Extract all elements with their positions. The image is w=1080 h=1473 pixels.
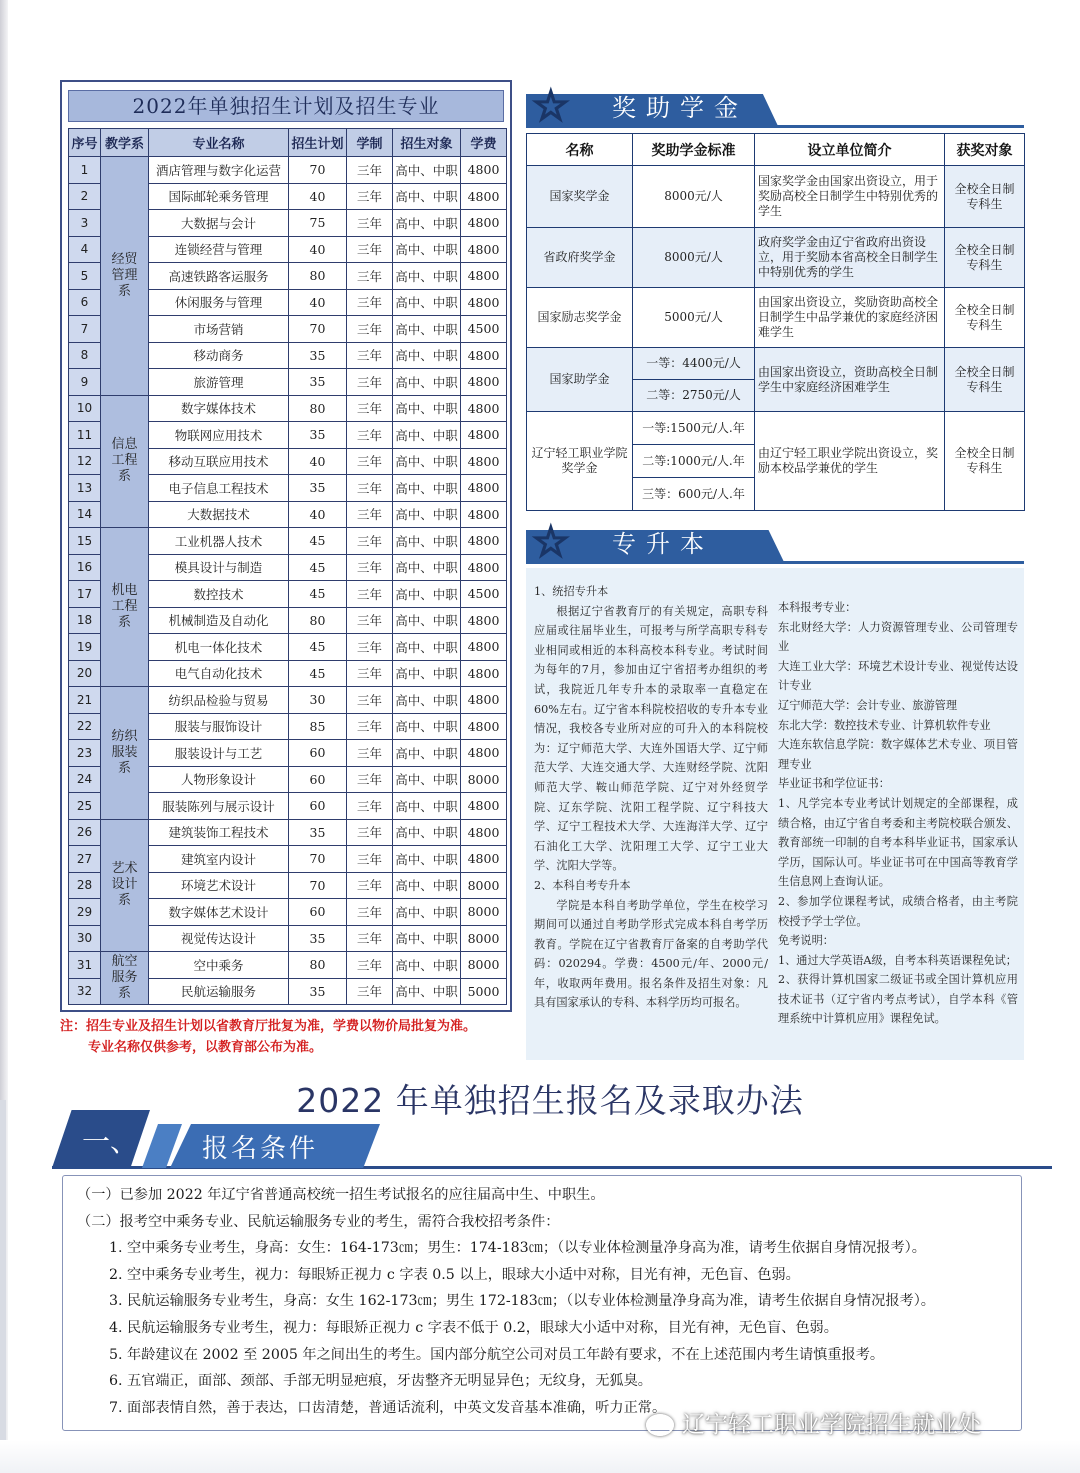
cell-target: 高中、中职 [393,766,461,793]
upgrade-text: 2、参加学位课程考试，成绩合格者，由主考院校授予学士学位。 [778,894,1018,928]
major-name: 机械制造及自动化 [149,607,289,634]
row-number: 4 [69,236,101,263]
condition-item: 5. 年龄建议在 2002 至 2005 年之间出生的考生。国内部分航空公司对员工年龄有要求，不在上述范围内考生请慎重报考。 [109,1346,885,1363]
cell-plan: 70 [289,157,347,184]
scholarship-name: 国家励志奖学金 [527,288,633,348]
cell-fee: 4800 [461,263,507,290]
bottom-tint [0,1440,1080,1473]
banner-underline [526,125,1024,128]
scholarship-name: 辽宁轻工职业学院 奖学金 [527,412,633,511]
cell-target: 高中、中职 [393,369,461,396]
row-number: 20 [69,660,101,687]
scholarship-recipients: 全校全日制 专科生 [945,166,1025,228]
cell-years: 三年 [347,660,393,687]
row-number: 17 [69,581,101,608]
upgrade-paragraph-2: 学院是本科自考助学单位，学生在校学习期间可以通过自考助学形式完成本科自考学历教育。学院在辽宁省教育厅备案的自考助学代码：020294。学费：4500元/年、2000元/年，收取两年费用。报名条件及招生对象：凡具有国家承认的专科、本科学历均可报名。 [534,898,768,1010]
cell-years: 三年 [347,740,393,767]
cell-fee: 4800 [461,157,507,184]
cell-years: 三年 [347,501,393,528]
wechat-icon [646,1414,674,1436]
table-row [69,157,507,184]
star-icon: ☆ [532,517,570,566]
cell-fee: 4800 [461,183,507,210]
cell-plan: 80 [289,607,347,634]
major-name: 市场营销 [149,316,289,343]
cell-target: 高中、中职 [393,157,461,184]
major-name: 环境艺术设计 [149,872,289,899]
major-name: 移动商务 [149,342,289,369]
major-name: 物联网应用技术 [149,422,289,449]
cell-target: 高中、中职 [393,634,461,661]
table-row [69,395,507,422]
row-number: 19 [69,634,101,661]
upgrade-left-column [534,582,768,1013]
cell-plan: 45 [289,660,347,687]
cell-years: 三年 [347,475,393,502]
cell-plan: 60 [289,793,347,820]
upgrade-text: 东北大学：数控技术专业、计算机软件专业 [778,718,991,732]
scholarship-standard: 一等：4400元/人 [633,348,755,380]
star-icon: ☆ [532,81,570,130]
cell-plan: 35 [289,978,347,1005]
col-header-description: 设立单位简介 [755,134,945,166]
cell-plan: 60 [289,740,347,767]
cell-target: 高中、中职 [393,501,461,528]
cell-target: 高中、中职 [393,289,461,316]
major-name: 国际邮轮乘务管理 [149,183,289,210]
scholarship-recipients: 全校全日制 专科生 [945,412,1025,511]
scholarship-description: 由国家出资设立，资助高校全日制学生中家庭经济困难学生 [755,348,945,412]
cell-fee: 5000 [461,978,507,1005]
cell-fee: 4800 [461,687,507,714]
department-cell: 纺织 服装 系 [101,687,149,820]
row-number: 13 [69,475,101,502]
cell-years: 三年 [347,687,393,714]
cell-fee: 4800 [461,713,507,740]
cell-years: 三年 [347,263,393,290]
major-name: 高速铁路客运服务 [149,263,289,290]
cell-target: 高中、中职 [393,316,461,343]
condition-1: （一）已参加 2022 年辽宁省普通高校统一招生考试报名的应往届高中生、中职生。 [77,1187,605,1203]
cell-years: 三年 [347,448,393,475]
row-number: 22 [69,713,101,740]
cell-plan: 40 [289,501,347,528]
cell-plan: 45 [289,528,347,555]
row-number: 6 [69,289,101,316]
col-header-recipients: 获奖对象 [945,134,1025,166]
cell-years: 三年 [347,607,393,634]
major-name: 民航运输服务 [149,978,289,1005]
cell-plan: 35 [289,342,347,369]
cell-target: 高中、中职 [393,183,461,210]
cell-target: 高中、中职 [393,422,461,449]
cell-target: 高中、中职 [393,819,461,846]
department-cell: 经贸 管理 系 [101,157,149,396]
scholarship-name: 国家助学金 [527,348,633,412]
cell-years: 三年 [347,846,393,873]
major-name: 建筑室内设计 [149,846,289,873]
major-name: 大数据与会计 [149,210,289,237]
row-number: 8 [69,342,101,369]
section-title: 报名条件 [202,1134,319,1164]
cell-plan: 45 [289,581,347,608]
condition-item: 6. 五官端正，面部、颈部、手部无明显疤痕，牙齿整齐无明显异色；无纹身，无狐臭。 [109,1373,652,1390]
condition-item: 2. 空中乘务专业考生，视力：每眼矫正视力 c 字表 0.5 以上，眼球大小适中对称，目光有神，无色盲、色弱。 [109,1266,800,1283]
row-number: 28 [69,872,101,899]
table-row [527,166,1025,228]
table-header-row [527,134,1025,166]
cell-target: 高中、中职 [393,793,461,820]
col-header-fee: 学费 [461,129,507,157]
cell-plan: 35 [289,369,347,396]
cell-fee: 4500 [461,581,507,608]
cell-target: 高中、中职 [393,660,461,687]
major-name: 数控技术 [149,581,289,608]
cell-target: 高中、中职 [393,581,461,608]
cell-plan: 35 [289,925,347,952]
cell-fee: 4800 [461,607,507,634]
cell-plan: 45 [289,554,347,581]
cell-plan: 35 [289,819,347,846]
row-number: 12 [69,448,101,475]
cell-fee: 4800 [461,369,507,396]
row-number: 18 [69,607,101,634]
major-name: 电子信息工程技术 [149,475,289,502]
scholarship-description: 国家奖学金由国家出资设立，用于奖励高校全日制学生中特别优秀的学生 [755,166,945,228]
upgrade-heading-2: 2、本科自考专升本 [534,878,631,892]
row-number: 32 [69,978,101,1005]
enrollment-plan-body [69,157,507,1005]
scholarship-recipients: 全校全日制 专科生 [945,348,1025,412]
upgrade-text: 东北财经大学：人力资源管理专业、公司管理专业 [778,620,1018,654]
major-name: 空中乘务 [149,952,289,979]
scholarship-name: 国家奖学金 [527,166,633,228]
cell-years: 三年 [347,236,393,263]
cell-fee: 8000 [461,899,507,926]
cell-fee: 4800 [461,289,507,316]
cell-fee: 4800 [461,660,507,687]
row-number: 27 [69,846,101,873]
cell-years: 三年 [347,925,393,952]
cell-years: 三年 [347,819,393,846]
cell-years: 三年 [347,793,393,820]
table-row [69,819,507,846]
cell-target: 高中、中职 [393,263,461,290]
major-name: 连锁经营与管理 [149,236,289,263]
scholarship-description: 政府奖学金由辽宁省政府出资设立，用于奖励本省高校全日制学生中特别优秀的学生 [755,228,945,288]
cell-years: 三年 [347,872,393,899]
major-name: 建筑装饰工程技术 [149,819,289,846]
cell-fee: 8000 [461,766,507,793]
cell-fee: 4500 [461,316,507,343]
cell-target: 高中、中职 [393,925,461,952]
cell-plan: 30 [289,687,347,714]
row-number: 11 [69,422,101,449]
department-cell: 航空 服务 系 [101,952,149,1005]
note-line-2: 专业名称仅供参考，以教育部公布为准。 [88,1040,323,1055]
cell-fee: 4800 [461,846,507,873]
col-header-no: 序号 [69,129,101,157]
cell-target: 高中、中职 [393,342,461,369]
cell-fee: 4800 [461,554,507,581]
major-name: 移动互联应用技术 [149,448,289,475]
cell-target: 高中、中职 [393,448,461,475]
scholarship-standard: 三等：600元/人.年 [633,478,755,511]
cell-years: 三年 [347,766,393,793]
enrollment-plan-table [68,128,507,1005]
enrollment-plan-panel [60,80,512,1012]
cell-fee: 4800 [461,342,507,369]
row-number: 25 [69,793,101,820]
major-name: 纺织品检验与贸易 [149,687,289,714]
cell-plan: 35 [289,475,347,502]
department-cell: 艺术 设计 系 [101,819,149,952]
col-header-standard: 奖助学金标准 [633,134,755,166]
scholarship-standard: 一等:1500元/人.年 [633,412,755,445]
cell-years: 三年 [347,634,393,661]
major-name: 视觉传达设计 [149,925,289,952]
row-number: 9 [69,369,101,396]
cell-fee: 8000 [461,925,507,952]
section-header [52,1110,342,1170]
major-name: 服装与服饰设计 [149,713,289,740]
cell-target: 高中、中职 [393,687,461,714]
note-line-1: 注：招生专业及招生计划以省教育厅批复为准，学费以物价局批复为准。 [60,1019,477,1034]
major-name: 休闲服务与管理 [149,289,289,316]
row-number: 14 [69,501,101,528]
upgrade-heading-1: 1、统招专升本 [534,585,609,598]
banner-underline [526,561,1024,564]
upgrade-text: 免考说明： [778,934,834,948]
row-number: 23 [69,740,101,767]
condition-item: 7. 面部表情自然，善于表达，口齿清楚，普通话流利，中英文发音基本准确，听力正常。 [109,1399,667,1416]
scholarship-name: 省政府奖学金 [527,228,633,288]
cell-plan: 40 [289,448,347,475]
cell-target: 高中、中职 [393,236,461,263]
row-number: 15 [69,528,101,555]
cell-plan: 70 [289,872,347,899]
table-row [69,687,507,714]
cell-years: 三年 [347,952,393,979]
cell-fee: 4800 [461,210,507,237]
cell-plan: 60 [289,899,347,926]
cell-plan: 40 [289,236,347,263]
major-name: 模具设计与制造 [149,554,289,581]
table-row [527,348,1025,380]
cell-fee: 4800 [461,819,507,846]
cell-target: 高中、中职 [393,899,461,926]
cell-target: 高中、中职 [393,607,461,634]
scholarship-recipients: 全校全日制 专科生 [945,288,1025,348]
condition-item: 1. 空中乘务专业考生，身高：女生：164-173㎝；男生：174-183㎝；（以专业体检测量净身高为准，请考生依据自身情况报考）。 [109,1240,926,1257]
department-cell: 信息 工程 系 [101,395,149,528]
table-header-row [69,129,507,157]
cell-years: 三年 [347,289,393,316]
table-row [527,288,1025,348]
upgrade-right-column [778,598,1018,1029]
col-header-name: 名称 [527,134,633,166]
scholarship-table [526,133,1025,511]
table-row [527,228,1025,288]
upgrade-text: 大连东软信息学院：数字媒体艺术专业、项目管理专业 [778,738,1018,771]
major-name: 服装陈列与展示设计 [149,793,289,820]
cell-plan: 80 [289,395,347,422]
cell-fee: 4800 [461,448,507,475]
department-cell: 机电 工程 系 [101,528,149,687]
cell-target: 高中、中职 [393,713,461,740]
major-name: 大数据技术 [149,501,289,528]
row-number: 5 [69,263,101,290]
cell-years: 三年 [347,899,393,926]
upgrade-banner [526,517,1024,566]
cell-target: 高中、中职 [393,872,461,899]
cell-fee: 4800 [461,501,507,528]
major-name: 酒店管理与数字化运营 [149,157,289,184]
cell-target: 高中、中职 [393,846,461,873]
major-name: 人物形象设计 [149,766,289,793]
cell-fee: 4800 [461,236,507,263]
conditions-box [62,1175,1022,1431]
cell-plan: 45 [289,634,347,661]
cell-years: 三年 [347,978,393,1005]
upgrade-content [526,568,1024,1060]
upgrade-paragraph-1: 根据辽宁省教育厅的有关规定，高职专科应届或往届毕业生，可报考与所学高职专科专业相同或相近的本科高校本科专业。考试时间为每年的7月，参加由辽宁省招考办组织的考试，我院近几年专升本的录取率一直稳定在60%左右。辽宁省本科院校招收的专升本专业情况，我校各专业所对应的可升入的本科院校为：辽宁师范大学、大连外国语大学、辽宁师范大学、大连交通大学、大连财经学院、沈阳师范大学、鞍山师范学院、辽宁对外经贸学院、辽东学院、沈阳工程学院、辽宁科技大学、辽宁工程技术大学、大连海洋大学、辽宁石油化工大学、沈阳理工大学、辽宁工业大学、沈阳大学等。 [534,604,768,873]
cell-fee: 4800 [461,793,507,820]
table-row [527,412,1025,445]
cell-target: 高中、中职 [393,952,461,979]
col-header-target: 招生对象 [393,129,461,157]
cell-fee: 4800 [461,475,507,502]
upgrade-text: 辽宁师范大学：会计专业、旅游管理 [778,698,958,712]
row-number: 24 [69,766,101,793]
cell-target: 高中、中职 [393,210,461,237]
cell-years: 三年 [347,422,393,449]
cell-fee: 4800 [461,528,507,555]
enrollment-note [60,1016,520,1058]
row-number: 26 [69,819,101,846]
cell-fee: 4800 [461,634,507,661]
cell-years: 三年 [347,157,393,184]
cell-plan: 80 [289,952,347,979]
major-name: 数字媒体技术 [149,395,289,422]
upgrade-text: 大连工业大学：环境艺术设计专业、视觉传达设计专业 [778,659,1018,693]
major-name: 工业机器人技术 [149,528,289,555]
col-header-dept: 教学系 [101,129,149,157]
condition-item: 4. 民航运输服务专业考生，视力：每眼矫正视力 c 字表不低于 0.2，眼球大小适中对称，目光有神，无色盲、色弱。 [109,1319,838,1336]
cell-years: 三年 [347,369,393,396]
scholarship-standard: 5000元/人 [633,288,755,348]
col-header-plan: 招生计划 [289,129,347,157]
cell-plan: 40 [289,289,347,316]
upgrade-text: 2、获得计算机国家二级证书或全国计算机应用技术证书（辽宁省内考点考试），自学本科《管理系统中计算机应用》课程免试。 [778,973,1018,1026]
cell-target: 高中、中职 [393,528,461,555]
cell-plan: 80 [289,263,347,290]
upgrade-text: 本科报考专业： [778,601,857,614]
table-row [69,952,507,979]
scholarship-standard: 8000元/人 [633,228,755,288]
row-number: 7 [69,316,101,343]
upgrade-text: 1、凡学完本专业考试计划规定的全部课程，成绩合格，由辽宁省自考委和主考院校联合颁发、教育部统一印制的自考本科毕业证书，国家承认学历，国际认可。毕业证书可在中国高等教育学生信息网上查询认证。 [778,796,1018,889]
upgrade-text: 毕业证书和学位证书： [778,777,890,791]
cell-fee: 8000 [461,872,507,899]
cell-years: 三年 [347,316,393,343]
scholarship-description: 由国家出资设立，奖励资助高校全日制学生中品学兼优的家庭经济困难学生 [755,288,945,348]
cell-plan: 70 [289,846,347,873]
cell-fee: 4800 [461,422,507,449]
enroll-title: 2022 年单独招生报名及录取办法 [296,1081,804,1120]
col-header-major: 专业名称 [149,129,289,157]
major-name: 服装设计与工艺 [149,740,289,767]
major-name: 旅游管理 [149,369,289,396]
major-name: 数字媒体艺术设计 [149,899,289,926]
row-number: 30 [69,925,101,952]
table-row [69,528,507,555]
cell-years: 三年 [347,210,393,237]
row-number: 10 [69,395,101,422]
row-number: 2 [69,183,101,210]
row-number: 3 [69,210,101,237]
condition-2: （二）报考空中乘务专业、民航运输服务专业的考生，需符合我校招考条件： [77,1213,560,1230]
cell-years: 三年 [347,528,393,555]
cell-plan: 85 [289,713,347,740]
cell-target: 高中、中职 [393,978,461,1005]
scholarship-title: 奖助学金 [612,94,748,122]
scholarship-standard: 二等:1000元/人.年 [633,445,755,478]
cell-target: 高中、中职 [393,554,461,581]
cell-plan: 40 [289,183,347,210]
watermark-text: 辽宁轻工职业学院招生就业处 [682,1412,981,1438]
upgrade-title: 专升本 [612,530,714,558]
cell-target: 高中、中职 [393,395,461,422]
scholarship-banner [526,81,1024,130]
cell-fee: 4800 [461,740,507,767]
cell-years: 三年 [347,581,393,608]
upgrade-text: 1、通过大学英语A级，自考本科英语课程免试； [778,953,1017,967]
scholarship-standard: 8000元/人 [633,166,755,228]
watermark [646,1406,981,1439]
cell-fee: 8000 [461,952,507,979]
cell-plan: 35 [289,422,347,449]
section-number: 一、 [82,1125,139,1158]
cell-years: 三年 [347,183,393,210]
page-edge-lower [0,1100,6,1473]
cell-target: 高中、中职 [393,740,461,767]
major-name: 机电一体化技术 [149,634,289,661]
scholarship-standard: 二等：2750元/人 [633,380,755,412]
cell-target: 高中、中职 [393,475,461,502]
row-number: 29 [69,899,101,926]
cell-years: 三年 [347,342,393,369]
cell-plan: 70 [289,316,347,343]
cell-years: 三年 [347,713,393,740]
row-number: 16 [69,554,101,581]
major-name: 电气自动化技术 [149,660,289,687]
condition-item: 3. 民航运输服务专业考生，身高：女生 162-173㎝；男生 172-183㎝；（以专业体检测量净身高为准，请考生依据自身情况报考）。 [109,1293,935,1310]
col-header-years: 学制 [347,129,393,157]
scholarship-recipients: 全校全日制 专科生 [945,228,1025,288]
enrollment-plan-title: 2022年单独招生计划及招生专业 [68,90,504,122]
cell-plan: 60 [289,766,347,793]
row-number: 31 [69,952,101,979]
cell-plan: 75 [289,210,347,237]
row-number: 21 [69,687,101,714]
cell-fee: 4800 [461,395,507,422]
cell-years: 三年 [347,554,393,581]
cell-years: 三年 [347,395,393,422]
row-number: 1 [69,157,101,184]
scholarship-description: 由辽宁轻工职业学院出资设立，奖励本校品学兼优的学生 [755,412,945,511]
